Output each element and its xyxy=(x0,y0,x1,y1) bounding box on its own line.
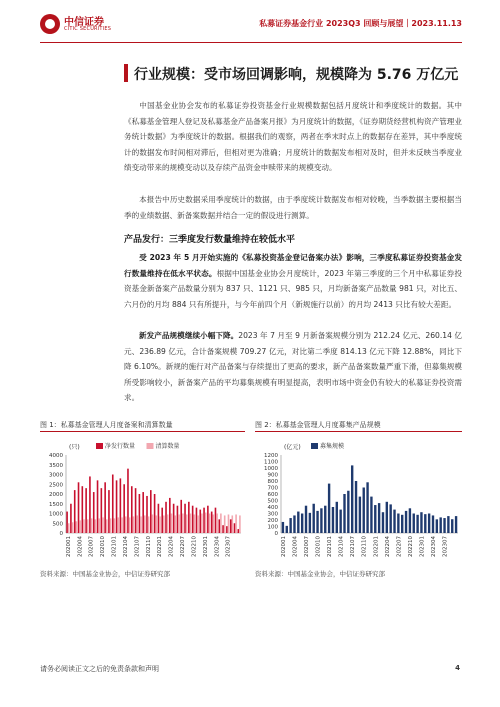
bar xyxy=(98,518,100,533)
y-tick-label: 500 xyxy=(52,521,63,528)
y-tick-label: 800 xyxy=(267,479,278,485)
bar xyxy=(436,519,438,533)
y-unit-label: (亿元) xyxy=(284,444,301,451)
bar xyxy=(114,518,116,533)
section-title-marker xyxy=(124,64,128,82)
bar xyxy=(116,480,118,533)
y-unit-label: (只) xyxy=(69,444,80,451)
bar xyxy=(420,512,422,533)
bar xyxy=(401,515,403,533)
bar xyxy=(87,519,89,533)
bar xyxy=(382,512,384,533)
y-tick-label: 2000 xyxy=(49,492,63,498)
bar xyxy=(218,519,220,533)
paragraph-3-bold: 受 2023 年 5 月开始实施的《私募投资基金登记备案办法》影响，三季度私募证券投资基金发行数量维持在低水平状态。 xyxy=(124,253,462,278)
page-number: 4 xyxy=(455,664,460,672)
x-tick-label: 202304 xyxy=(214,536,221,557)
report-header-info: 私募证券基金行业 2023Q3 回顾与展望｜2023.11.13 xyxy=(259,19,462,28)
bar xyxy=(289,518,291,533)
figure-2-source: 资料来源：中国基金业协会，中信证券研究部 xyxy=(255,570,385,578)
y-tick-label: 3500 xyxy=(49,462,63,469)
bar xyxy=(144,515,146,533)
bar xyxy=(85,488,87,533)
bar xyxy=(428,514,430,534)
bar xyxy=(139,494,141,533)
y-tick-label: 1000 xyxy=(264,466,278,472)
x-tick-label: 202210 xyxy=(191,536,198,557)
paragraph-3-text: 根据中国基金业协会月度统计，2023 年第三季度的三个月中私募证券投资基金新备案产品数量分别为 837 只、1121 只、985 只，月均新备案产品数量 981 只，对比五、六月份的月均 884 只有所提升，与今年前四个月（新规施行以前）的月均 2413 只比有较大差距。 xyxy=(124,268,462,309)
bar xyxy=(413,514,415,534)
bar xyxy=(386,502,388,533)
legend-label: 净发行数量 xyxy=(105,443,136,450)
y-tick-label: 3000 xyxy=(49,472,63,479)
x-tick-label: 202007 xyxy=(88,536,95,557)
bar xyxy=(378,503,380,533)
bar xyxy=(104,482,106,533)
bar xyxy=(66,512,68,533)
paragraph-4-bold: 新发产品规模继续小幅下降。 xyxy=(139,331,239,340)
bar xyxy=(102,517,104,533)
bar xyxy=(432,515,434,533)
bar xyxy=(197,515,199,533)
bar xyxy=(106,519,108,533)
bar xyxy=(203,508,205,533)
bar xyxy=(110,518,112,533)
bar xyxy=(158,504,160,533)
logo-subtitle: CITIC SECURITIES xyxy=(64,26,112,32)
x-tick-label: 202004 xyxy=(77,536,84,557)
bar xyxy=(212,514,214,533)
legend-swatch xyxy=(147,443,154,449)
header-divider xyxy=(40,42,462,43)
bar xyxy=(180,500,182,533)
x-tick-label: 202107 xyxy=(134,536,141,557)
bar xyxy=(216,514,218,534)
x-tick-label: 202207 xyxy=(180,536,187,557)
x-tick-label: 202307 xyxy=(442,536,449,557)
citic-logo-icon xyxy=(40,14,60,34)
legend-swatch xyxy=(96,443,103,449)
bar xyxy=(192,506,194,533)
x-tick-label: 202001 xyxy=(65,536,72,557)
y-tick-label: 900 xyxy=(267,472,278,479)
bar xyxy=(347,491,349,533)
bar xyxy=(93,492,95,533)
bar xyxy=(152,514,154,533)
bar xyxy=(70,504,72,533)
y-tick-label: 600 xyxy=(267,492,278,498)
x-tick-label: 202201 xyxy=(157,536,164,557)
figure-1-chart xyxy=(40,433,245,563)
bar xyxy=(393,510,395,533)
bar xyxy=(142,492,144,533)
paragraph-2-text: 本报告中历史数据采用季度统计的数据，由于季度统计数据发布相对较晚，当季数据主要根据当季的业绩数据、新备案数据并结合一定的假设进行测算。 xyxy=(124,195,462,220)
bar xyxy=(112,475,114,534)
bar xyxy=(186,514,188,533)
bar xyxy=(320,508,322,533)
x-tick-label: 202101 xyxy=(111,536,118,557)
bar xyxy=(366,482,368,533)
y-tick-label: 1200 xyxy=(264,453,278,459)
x-tick-label: 202304 xyxy=(430,536,437,557)
x-tick-label: 202204 xyxy=(384,536,391,557)
bar xyxy=(178,514,180,533)
bar xyxy=(409,508,411,533)
bar xyxy=(363,488,365,534)
bar xyxy=(133,516,135,533)
legend-label: 清算数量 xyxy=(155,443,180,450)
bar xyxy=(301,514,303,534)
bar xyxy=(201,514,203,534)
bar xyxy=(207,506,209,533)
bar xyxy=(125,516,127,533)
bar xyxy=(135,488,137,533)
bar xyxy=(167,514,169,533)
bar xyxy=(79,520,81,533)
bar xyxy=(209,514,211,534)
bar xyxy=(389,504,391,533)
bar xyxy=(235,514,237,533)
bar xyxy=(224,515,226,533)
bar xyxy=(174,515,176,533)
figure-1-source: 资料来源：中国基金业协会，中信证券研究部 xyxy=(40,570,170,578)
y-tick-label: 500 xyxy=(267,498,278,505)
bar xyxy=(439,517,441,533)
x-tick-label: 202204 xyxy=(168,536,175,557)
logo-name: 中信证券 xyxy=(64,17,104,28)
bar xyxy=(339,510,341,533)
paragraph-1 xyxy=(124,98,462,176)
x-tick-label: 202007 xyxy=(304,536,311,557)
bar xyxy=(355,481,357,533)
paragraph-4-text: 2023 年 7 月至 9 月新备案规模分别为 212.24 亿元、260.14 亿元、236.89 亿元，合计备案规模 709.27 亿元，对比第二季度 814.13 亿元下降 12.88%，同比下降 6.10%。新规的施行对产品备案与存续提出了更高的要求，新产品备案数量严重下滑，但募集规模所受影响较小，新备案产品的平均募集规模有明显提高，表明市场中资金仍有较大的私募证券投资需求。 xyxy=(124,331,462,403)
figure-1-caption: 图 1：私募基金管理人月度备案和清算数量 xyxy=(40,421,173,429)
bar xyxy=(89,476,91,533)
bar xyxy=(129,517,131,533)
bar xyxy=(101,488,103,533)
bar xyxy=(171,514,173,534)
bar xyxy=(313,504,315,533)
x-tick-label: 202210 xyxy=(407,536,414,557)
bar xyxy=(117,517,119,533)
y-tick-label: 400 xyxy=(267,505,278,511)
bar xyxy=(196,508,198,533)
bar xyxy=(455,516,457,533)
x-tick-label: 202201 xyxy=(373,536,380,557)
section-title: 行业规模：受市场回调影响，规模降为 5.76 万亿元 xyxy=(134,67,459,83)
figure-1-rule xyxy=(40,431,245,432)
bar xyxy=(199,510,201,533)
bar xyxy=(416,515,418,533)
x-tick-label: 202107 xyxy=(350,536,357,557)
bar xyxy=(397,514,399,534)
bar xyxy=(108,490,110,533)
bar xyxy=(184,504,186,533)
bar xyxy=(286,526,288,533)
bar xyxy=(173,504,175,533)
bar xyxy=(374,505,376,533)
bar xyxy=(82,486,84,533)
bar xyxy=(127,469,129,533)
bar xyxy=(370,497,372,533)
bar xyxy=(220,514,222,534)
x-tick-label: 202101 xyxy=(327,536,334,557)
x-tick-label: 202307 xyxy=(225,536,232,557)
bar xyxy=(447,516,449,533)
bar xyxy=(123,484,125,533)
bar xyxy=(159,516,161,533)
bar xyxy=(211,512,213,533)
x-tick-label: 202110 xyxy=(145,536,152,557)
bar xyxy=(74,490,76,533)
header-logo xyxy=(40,12,130,38)
x-tick-label: 202010 xyxy=(315,536,322,557)
bar xyxy=(405,511,407,533)
x-tick-label: 202001 xyxy=(280,536,287,557)
bar xyxy=(309,513,311,533)
bar xyxy=(316,511,318,533)
bar xyxy=(136,515,138,533)
bar xyxy=(282,522,284,533)
y-tick-label: 100 xyxy=(267,524,278,531)
legend-swatch xyxy=(311,443,318,449)
bar xyxy=(177,506,179,533)
bar xyxy=(324,506,326,533)
bar xyxy=(188,502,190,533)
bar xyxy=(72,522,74,533)
y-tick-label: 300 xyxy=(267,511,278,518)
bar xyxy=(351,465,353,533)
paragraph-3 xyxy=(124,250,462,312)
bar xyxy=(161,508,163,533)
bar xyxy=(230,519,232,533)
paragraph-2 xyxy=(124,192,462,223)
y-tick-label: 200 xyxy=(267,518,278,524)
bar xyxy=(443,518,445,533)
bar xyxy=(336,502,338,533)
figure-2-chart xyxy=(255,433,462,563)
bar xyxy=(293,515,295,533)
bar xyxy=(68,523,70,533)
bar xyxy=(205,513,207,533)
paragraph-1-text: 中国基金业协会发布的私募证券投资基金行业规模数据包括月度统计和季度统计的数据。其中《私募基金管理人登记及私募基金产品备案月报》为月度统计的数据，《证券期货经营机构资产管理业务统计数据》为季度统计的数据。根据我们的观察，两者在季末时点上的数据存在差异，其中季度统计的数据发布时间相对滞后，但相对更为准确；月度统计的数据发布相对及时，但并未反映当季度业绩变动带来的规模变动以及存续产品资金申赎带来的规模变动。 xyxy=(124,101,462,173)
y-tick-label: 1500 xyxy=(49,501,63,508)
bar xyxy=(91,518,93,533)
bar xyxy=(95,519,97,533)
x-tick-label: 202004 xyxy=(292,536,299,557)
bar xyxy=(231,515,233,533)
bar xyxy=(78,482,80,533)
bar xyxy=(131,486,133,533)
bar xyxy=(150,490,152,533)
x-tick-label: 202104 xyxy=(338,536,345,557)
y-tick-label: 0 xyxy=(59,531,63,537)
figure-2-caption: 图 2：私募基金管理人月度募集产品规模 xyxy=(255,421,381,429)
bar xyxy=(83,519,85,533)
bar xyxy=(120,478,122,533)
bar xyxy=(305,506,307,533)
bar xyxy=(76,521,78,533)
bar xyxy=(163,515,165,533)
bar xyxy=(222,525,224,533)
bar xyxy=(226,526,228,533)
x-tick-label: 202207 xyxy=(396,536,403,557)
bar xyxy=(165,502,167,533)
bar xyxy=(451,519,453,533)
x-tick-label: 202010 xyxy=(100,536,107,557)
figure-2-rule xyxy=(255,431,462,432)
bar xyxy=(155,515,157,533)
subsection-title: 产品发行：三季度发行数量维持在较低水平 xyxy=(124,235,296,245)
bar xyxy=(215,508,217,533)
bar xyxy=(140,516,142,533)
y-tick-label: 2500 xyxy=(49,482,63,489)
bar xyxy=(359,497,361,533)
bar xyxy=(97,480,99,533)
y-tick-label: 1000 xyxy=(49,511,63,518)
bar xyxy=(169,498,171,533)
y-tick-label: 4000 xyxy=(49,453,63,459)
bar xyxy=(193,514,195,533)
x-tick-label: 202301 xyxy=(419,536,426,557)
legend-label: 募集规模 xyxy=(320,443,345,450)
bar xyxy=(190,514,192,534)
bar xyxy=(424,514,426,533)
y-tick-label: 0 xyxy=(274,531,278,537)
bar xyxy=(182,514,184,534)
bar xyxy=(121,517,123,533)
bar xyxy=(238,529,240,533)
bar xyxy=(154,494,156,533)
x-tick-label: 202104 xyxy=(122,536,129,557)
bar xyxy=(148,516,150,533)
paragraph-4 xyxy=(124,328,462,406)
bar xyxy=(332,507,334,533)
bar xyxy=(228,514,230,533)
disclaimer-note: 请务必阅读正文之后的免责条款和声明 xyxy=(40,665,159,673)
bar xyxy=(239,515,241,533)
bar xyxy=(328,484,330,533)
bar xyxy=(146,496,148,533)
y-tick-label: 1100 xyxy=(264,459,278,466)
x-tick-label: 202301 xyxy=(202,536,209,557)
x-tick-label: 202110 xyxy=(361,536,368,557)
bar xyxy=(343,494,345,533)
y-tick-label: 700 xyxy=(267,485,278,492)
bar xyxy=(297,512,299,533)
bar xyxy=(234,523,236,533)
